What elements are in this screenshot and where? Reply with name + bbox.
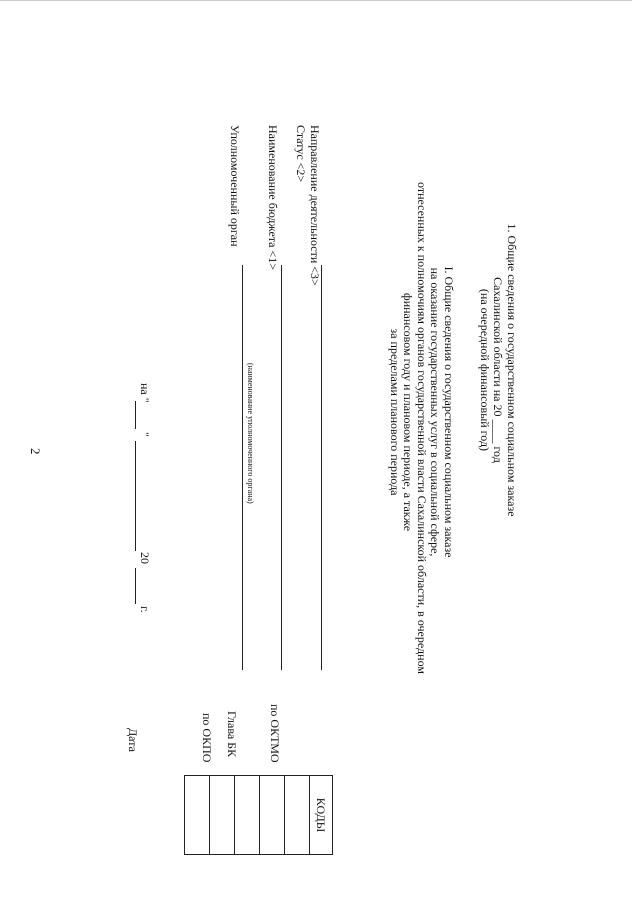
budget-name-label: Наименование бюджета <1> bbox=[266, 125, 280, 271]
date-prefix: на " bbox=[138, 383, 152, 403]
section-one-line-1: I. Общие сведения о государственном социальном заказе bbox=[442, 266, 456, 558]
section-one-line-3: отнесенных к полномочиям органов государственной власти Сахалинской области, в очередном bbox=[415, 182, 429, 674]
year-suffix: г. bbox=[138, 606, 152, 613]
code-label-date: Дата bbox=[126, 728, 140, 752]
code-label-okpo: по ОКПО bbox=[200, 713, 214, 763]
subsection-one-line-3: (на очередной финансовый год) bbox=[478, 288, 492, 452]
day-underline bbox=[135, 401, 136, 429]
date-quote: " bbox=[138, 432, 152, 437]
code-label-oktmo: по ОКТМО bbox=[268, 704, 282, 763]
authorized-body-caption: (наименование уполномоченного органа) bbox=[246, 363, 255, 504]
code-cell-glava-bk[interactable] bbox=[235, 776, 260, 855]
year-prefix: 20 bbox=[138, 552, 152, 564]
activity-direction-label: Направление деятельности <3> bbox=[308, 125, 322, 286]
section-one-line-2: на оказание государственных услуг в социальной сфере, bbox=[428, 267, 443, 557]
subsection-one-heading bbox=[478, 190, 519, 550]
status-label: Статус <2> bbox=[294, 125, 308, 183]
budget-name-line[interactable] bbox=[281, 265, 282, 670]
code-cell-extra[interactable] bbox=[185, 776, 210, 855]
codes-header: КОДЫ bbox=[310, 776, 333, 855]
month-underline bbox=[135, 441, 136, 551]
code-cell-okpo[interactable] bbox=[260, 776, 285, 855]
section-one-line-5: за пределами планового периода bbox=[388, 328, 402, 496]
activity-direction-line[interactable] bbox=[321, 265, 322, 670]
subsection-one-line-1: 1. Общие сведения о государственном социальном заказе bbox=[505, 223, 519, 517]
code-label-glava-bk: Глава БК bbox=[225, 711, 239, 758]
code-cell-oktmo[interactable] bbox=[210, 776, 235, 855]
page-number: 2 bbox=[28, 448, 43, 455]
code-cell-date[interactable] bbox=[285, 776, 310, 855]
section-one-line-4: финансовом году и плановом периоде, а также bbox=[401, 292, 416, 532]
section-one-heading bbox=[388, 182, 456, 674]
year-underline bbox=[135, 568, 136, 604]
authorized-body-label: Уполномоченный орган bbox=[228, 125, 242, 247]
subsection-one-line-2: Сахалинской области на 20 ____ год bbox=[491, 277, 506, 463]
authorized-body-line[interactable] bbox=[242, 265, 243, 670]
codes-table bbox=[184, 775, 333, 855]
